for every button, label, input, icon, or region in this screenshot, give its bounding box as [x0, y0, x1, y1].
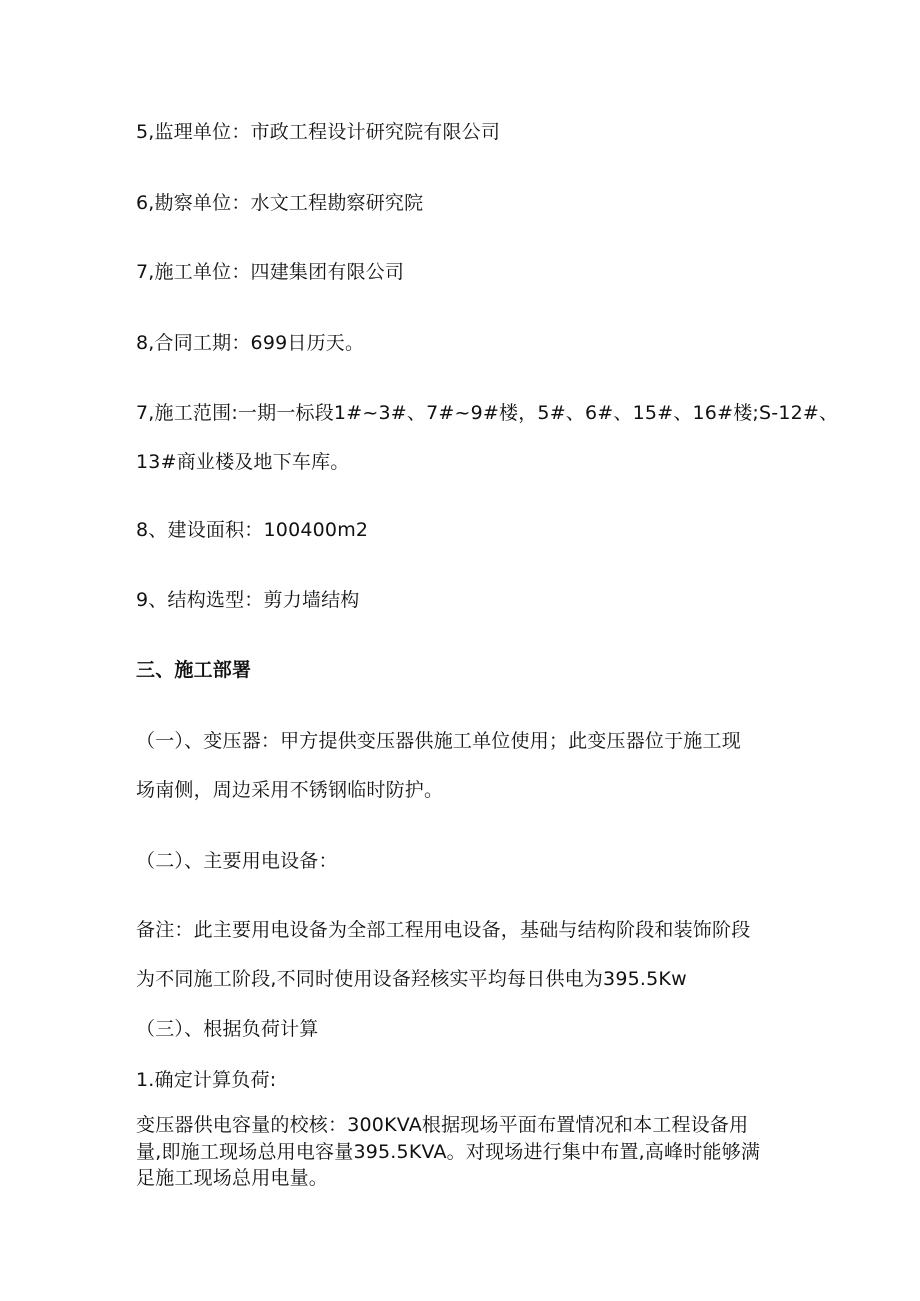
construction-scope-line-1: 7,施工范围:一期一标段1#~3#、7#~9#楼，5#、6#、15#、16#楼;S-12#、	[136, 402, 839, 424]
note-line-2: 为不同施工阶段,不同时使用设备羟核实平均每日供电为395.5Kw	[136, 968, 687, 990]
construction-area-line: 8、建设面积：100400m2	[136, 519, 369, 541]
capacity-check-line-1: 变压器供电容量的校核：300KVA根据现场平面布置情况和本工程设备用	[136, 1114, 749, 1136]
transformer-line-2: 场南侧，周边采用不锈钢临时防护。	[136, 779, 444, 801]
transformer-line-1: （一）、变压器：甲方提供变压器供施工单位使用；此变压器位于施工现	[136, 730, 741, 752]
supervision-unit-line: 5,监理单位：市政工程设计研究院有限公司	[136, 121, 501, 143]
load-calculation-heading: （三）、根据负荷计算	[136, 1018, 319, 1040]
determine-load-line: 1.确定计算负荷:	[136, 1069, 277, 1091]
capacity-check-line-2: 量,即施工现场总用电容量395.5KVA。对现场进行集中布置,高峰时能够满	[136, 1141, 761, 1163]
structure-type-line: 9、结构选型：剪力墙结构	[136, 589, 360, 611]
construction-scope-line-2: 13#商业楼及地下车库。	[136, 451, 350, 473]
equipment-heading: （二）、主要用电设备：	[136, 850, 338, 872]
capacity-check-line-3: 足施工现场总用电量。	[136, 1167, 329, 1189]
section-3-heading: 三、施工部署	[136, 659, 252, 681]
construction-unit-line: 7,施工单位：四建集团有限公司	[136, 261, 405, 283]
note-line-1: 备注：此主要用电设备为全部工程用电设备，基础与结构阶段和装饰阶段	[136, 919, 751, 941]
survey-unit-line: 6,勘察单位：水文工程勘察研究院	[136, 192, 424, 214]
contract-period-line: 8,合同工期：699日历天。	[136, 332, 365, 354]
